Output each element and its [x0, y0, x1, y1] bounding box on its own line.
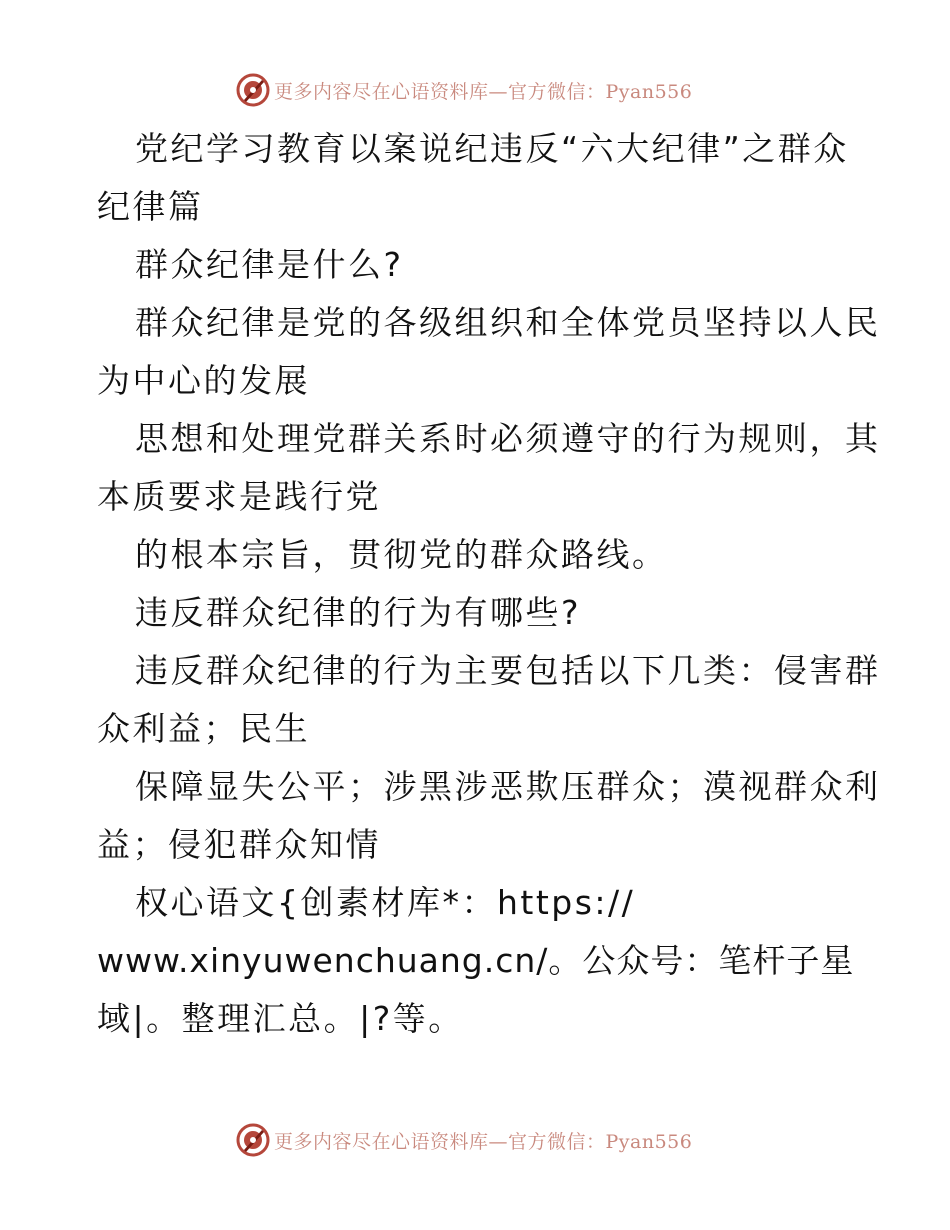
paragraph-line: 的根本宗旨，贯彻党的群众路线。	[135, 535, 668, 574]
paragraph-line: 群众纪律是党的各级组织和全体党员坚持以人民	[135, 303, 881, 342]
paragraph-line: www.xinyuwenchuang.cn/。公众号：笔杆子星	[97, 941, 855, 980]
paragraph-line: 权心语文{创素材库*：https://	[135, 883, 636, 922]
footer-banner-text: 更多内容尽在心语资料库—官方微信：Pyan556	[274, 1130, 693, 1153]
header-banner-text: 更多内容尽在心语资料库—官方微信：Pyan556	[274, 80, 693, 103]
paragraph-line: 违反群众纪律的行为有哪些?	[135, 593, 582, 632]
paragraph-line: 违反群众纪律的行为主要包括以下几类：侵害群	[135, 651, 881, 690]
paragraph-line: 为中心的发展	[97, 361, 310, 400]
paragraph-line: 众利益；民生	[97, 709, 310, 748]
paragraph-line: 本质要求是践行党	[97, 477, 381, 516]
paragraph-line: 保障显失公平；涉黑涉恶欺压群众；漠视群众利	[135, 767, 881, 806]
header-banner	[236, 73, 692, 107]
document-body	[97, 120, 881, 1048]
document-title: 党纪学习教育以案说纪违反“六大纪律”之群众	[135, 129, 849, 168]
paragraph-line: 域|。整理汇总。|?等。	[97, 999, 464, 1038]
quill-seal-logo-icon	[236, 1123, 270, 1157]
footer-banner	[236, 1123, 692, 1157]
document-title-continued: 纪律篇	[97, 187, 204, 226]
paragraph-line: 思想和处理党群关系时必须遵守的行为规则，其	[135, 419, 881, 458]
quill-seal-logo-icon	[236, 73, 270, 107]
paragraph-line: 群众纪律是什么?	[135, 245, 404, 284]
paragraph-line: 益；侵犯群众知情	[97, 825, 381, 864]
